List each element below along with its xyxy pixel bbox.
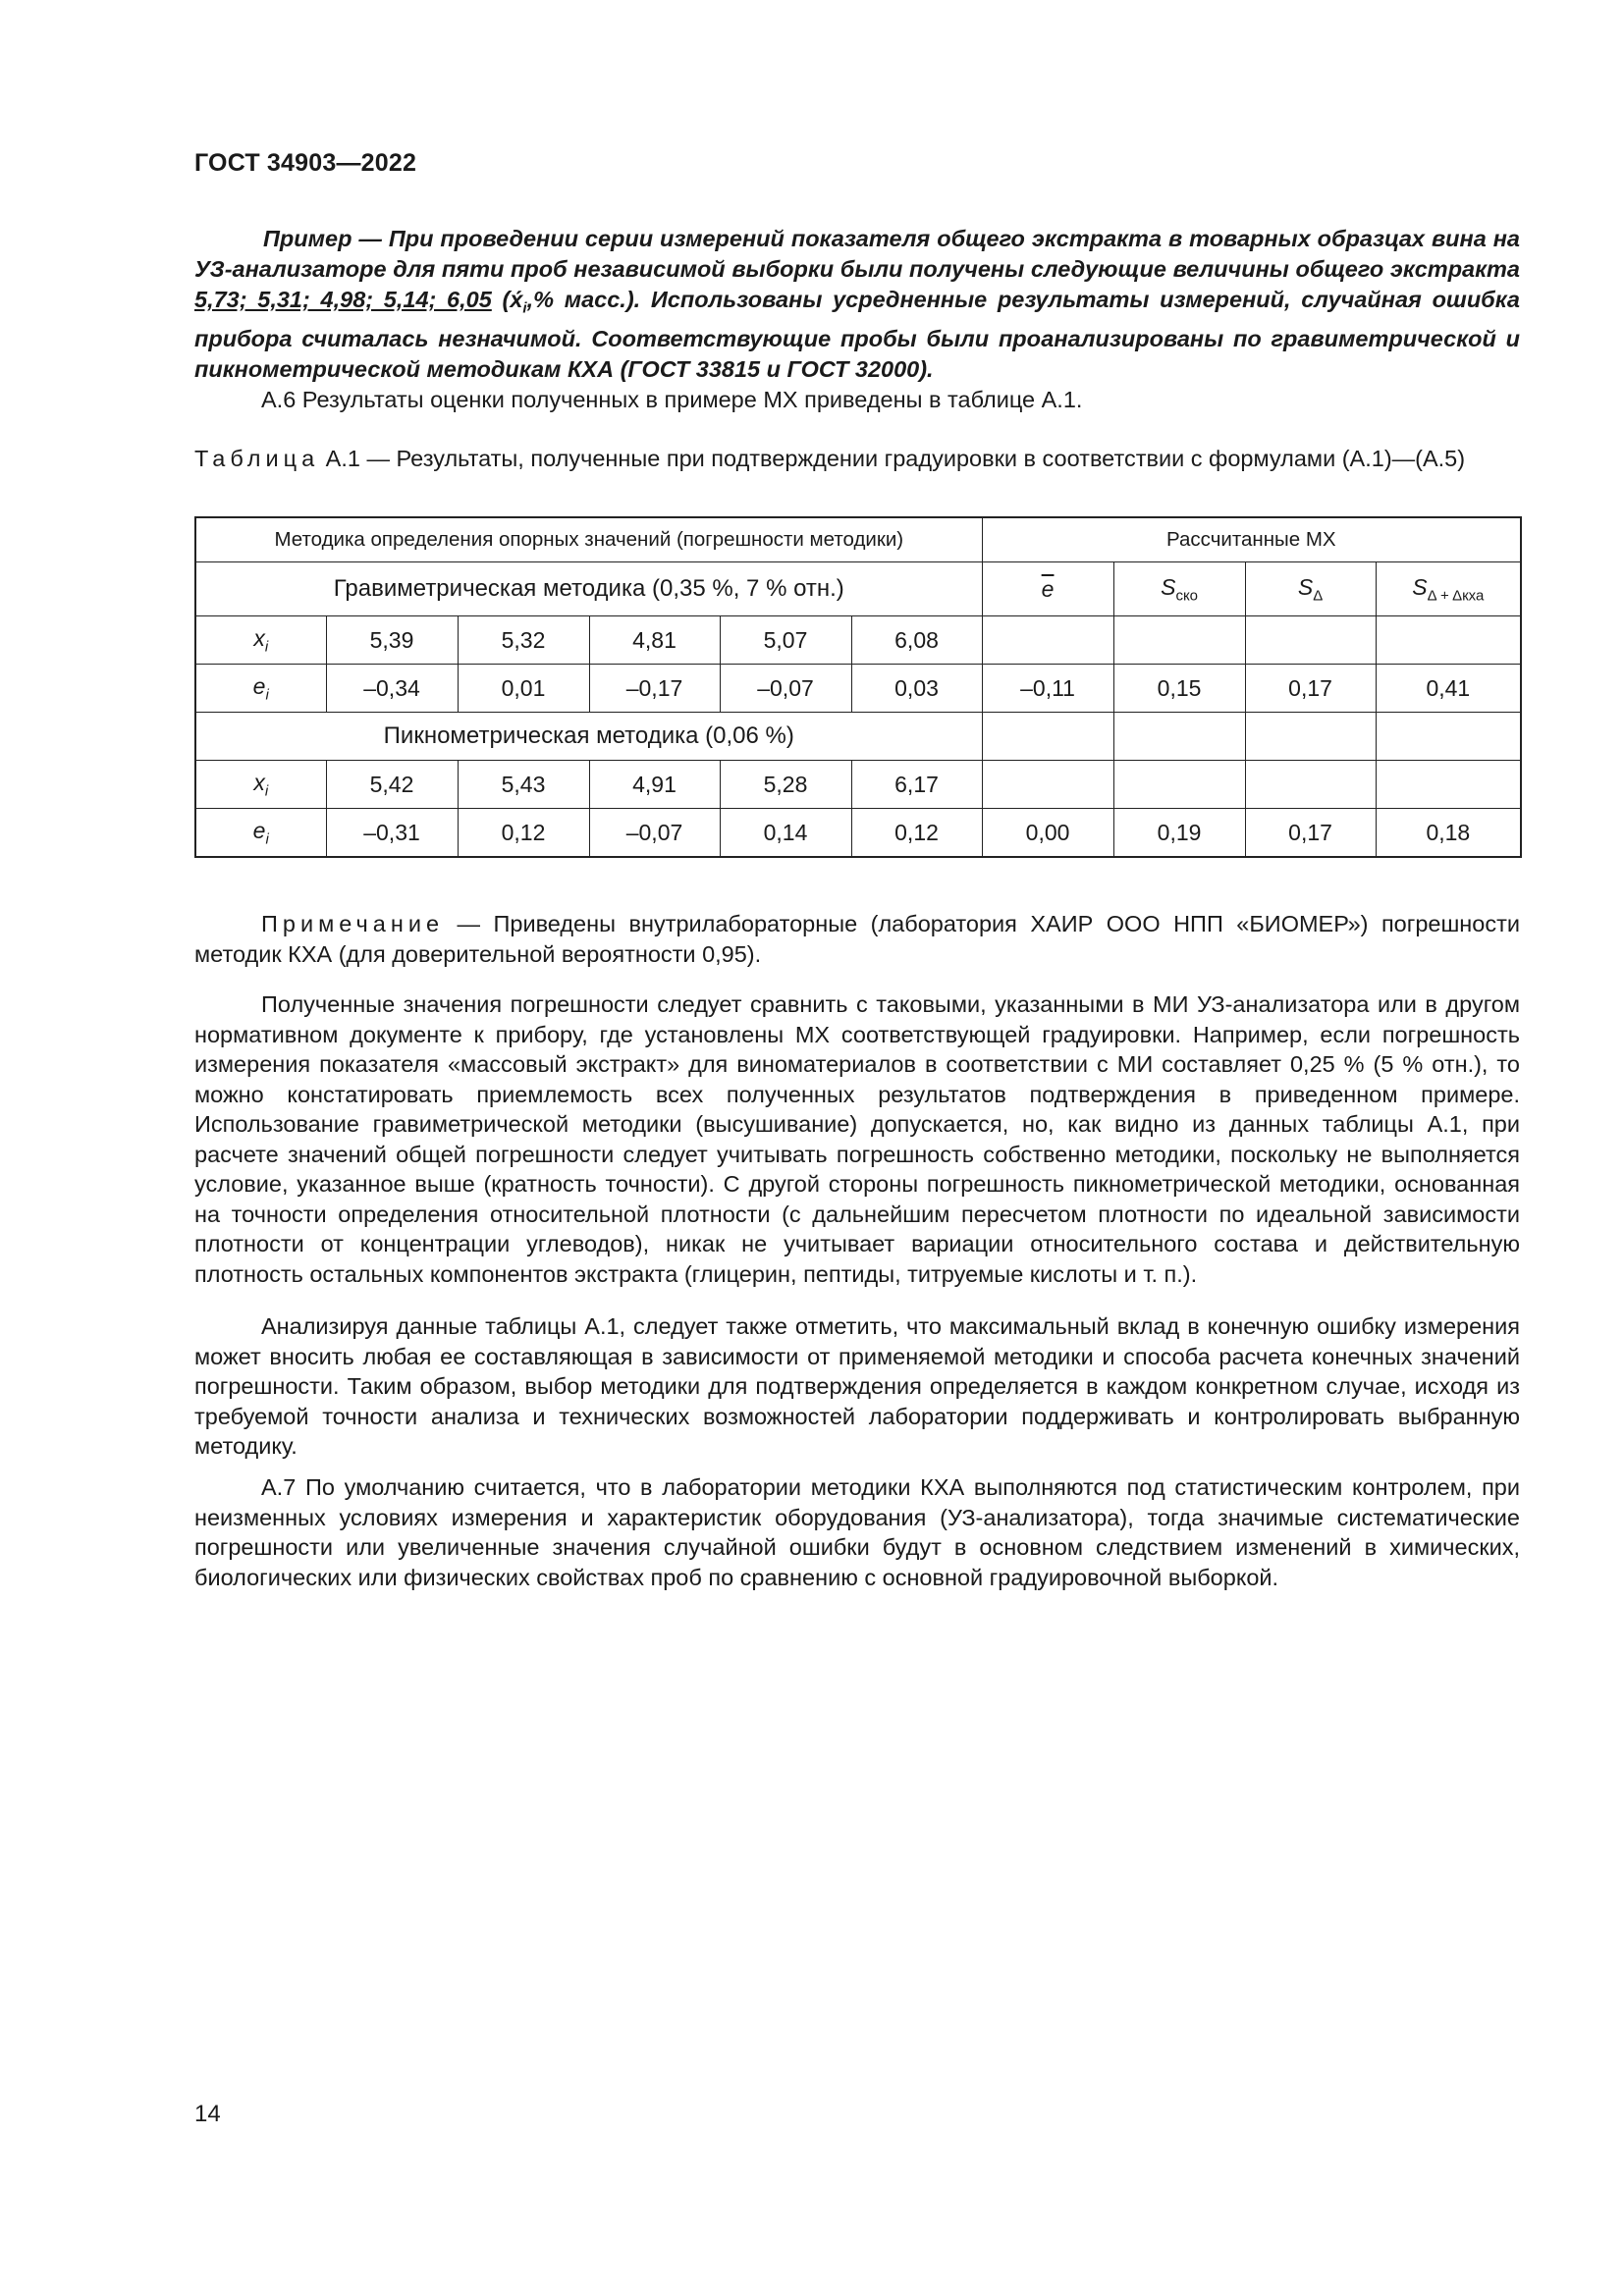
table-cell: 0,03 (851, 665, 982, 713)
table-cell: 5,07 (720, 616, 851, 665)
table-note-text: — Приведены внутрилабораторные (лаборатория ХАИР ООО НПП «БИОМЕР») погрешности методик КХА (для доверительной вероятности 0,95). (194, 911, 1520, 967)
table-cell: –0,17 (589, 665, 720, 713)
pycno-x-row (195, 761, 1521, 809)
row-symbol-x: $x_i$ (195, 616, 326, 665)
table-cell: 0,12 (458, 809, 589, 858)
grav-method-title: Гравиметрическая методика (0,35 %, 7 % отн.) (195, 562, 982, 616)
header-calculated: Рассчитанные МХ (982, 517, 1521, 562)
table-cell: –0,07 (720, 665, 851, 713)
table-cell-empty (1376, 713, 1521, 761)
table-cell: 5,32 (458, 616, 589, 665)
example-sub-i: i (522, 299, 527, 317)
table-cell-empty (1113, 713, 1245, 761)
table-cell-empty (982, 616, 1113, 665)
table-cell-empty (982, 713, 1113, 761)
table-cell: 5,43 (458, 761, 589, 809)
table-cell: –0,34 (326, 665, 458, 713)
stat-sdelta-header: $S_\Delta$ (1245, 562, 1376, 616)
table-note (194, 909, 1520, 969)
table-cell-empty (1245, 713, 1376, 761)
header-methods: Методика определения опорных значений (погрешности методики) (195, 517, 982, 562)
example-text-3: ,% масс.). Использованы усредненные результаты измерений, случайная ошибка прибора считалась незначимой. Соответствующие пробы были проанализированы по гравиметрической и пикнометрической методикам КХА (ГОСТ 33815 и ГОСТ 32000). (194, 287, 1520, 382)
table-cell-empty (1376, 616, 1521, 665)
pycno-e-row (195, 809, 1521, 858)
row-symbol-x: $x_i$ (195, 761, 326, 809)
example-values: 5,73; 5,31; 4,98; 5,14; 6,05 (194, 287, 492, 312)
paragraph-a7: А.7 По умолчанию считается, что в лаборатории методики КХА выполняются под статистическим контролем, при неизменных условиях измерения и характеристик оборудования (УЗ-анализатора), тогда значимые систематические погрешности или увеличенные значения случайной ошибки будут в основном следствием изменений в химических, биологических или физических свойствах проб по сравнению с основной градуировочной выборкой. (194, 1474, 1520, 1590)
table-cell-empty (1245, 616, 1376, 665)
page-number: 14 (194, 2101, 221, 2127)
table-cell: –0,07 (589, 809, 720, 858)
table-header-row (195, 517, 1521, 562)
grav-x-row (195, 616, 1521, 665)
table-cell-empty (982, 761, 1113, 809)
paragraph-1: Полученные значения погрешности следует сравнить с таковыми, указанными в МИ УЗ-анализатора или в другом нормативном документе к прибору, где установлены МХ соответствующей градуировки. Например, если погрешность измерения показателя «массовый экстракт» для виноматериалов в соответствии с МИ составляет 0,25 % (5 % отн.), то можно констатировать приемлемость всех полученных результатов подтверждения в приведенном примере. Использование гравиметрической методики (высушивание) допускается, но, как видно из данных таблицы А.1, при расчете значений общей погрешности следует учитывать погрешность собственно методики, поскольку не выполняется условие, указанное выше (кратность точности). С другой стороны погрешность пикнометрической методики, основанная на точности определения относительной плотности (с дальнейшим пересчетом плотности по идеальной зависимости плотности от концентрации углеводов), никак не учитывает вариации относительного состава и действительную плотность остальных компонентов экстракта (глицерин, пептиды, титруемые кислоты и т. п.). (194, 991, 1520, 1287)
pycno-method-title: Пикнометрическая методика (0,06 %) (195, 713, 982, 761)
table-cell: 0,19 (1113, 809, 1245, 858)
table-cell: 0,01 (458, 665, 589, 713)
table-cell: –0,11 (982, 665, 1113, 713)
table-cell-empty (1376, 761, 1521, 809)
grav-e-row (195, 665, 1521, 713)
stat-e-header: $\overline{e}$ (982, 562, 1113, 616)
table-cell: 0,41 (1376, 665, 1521, 713)
table-cell: –0,31 (326, 809, 458, 858)
table-cell: 0,18 (1376, 809, 1521, 858)
table-cell: 5,28 (720, 761, 851, 809)
table-cell: 0,14 (720, 809, 851, 858)
table-caption-text: А.1 — Результаты, полученные при подтверждении градуировки в соответствии с формулами (А.1)—(А.5) (319, 446, 1466, 471)
grav-title-row (195, 562, 1521, 616)
example-text-1: Пример — При проведении серии измерений показателя общего экстракта в товарных образцах вина на УЗ-анализаторе для пяти проб независимой выборки были получены следующие величины общего экстракта (194, 226, 1520, 282)
example-text-2: (x́ (491, 287, 523, 312)
table-cell: 6,17 (851, 761, 982, 809)
table-note-label: Примечание (261, 911, 445, 936)
results-table (194, 516, 1522, 858)
stat-sko-header: $S_{ско}$ (1113, 562, 1245, 616)
table-cell: 5,42 (326, 761, 458, 809)
table-cell: 4,91 (589, 761, 720, 809)
table-cell: 5,39 (326, 616, 458, 665)
example-paragraph (194, 224, 1520, 385)
paragraph-a6: А.6 Результаты оценки полученных в примере МХ приведены в таблице А.1. (261, 387, 1083, 412)
table-cell: 0,15 (1113, 665, 1245, 713)
table-cell: 0,17 (1245, 809, 1376, 858)
row-symbol-e: $e_i$ (195, 809, 326, 858)
table-cell: 0,12 (851, 809, 982, 858)
table-cell: 0,00 (982, 809, 1113, 858)
table-caption-label: Таблица (194, 446, 320, 471)
table-cell: 0,17 (1245, 665, 1376, 713)
table-cell-empty (1245, 761, 1376, 809)
stat-sdk-header: $S_{\Delta + \Delta кха}$ (1376, 562, 1521, 616)
table-caption (194, 444, 1520, 474)
document-header: ГОСТ 34903—2022 (194, 149, 417, 177)
table-cell: 4,81 (589, 616, 720, 665)
row-symbol-e: $e_i$ (195, 665, 326, 713)
table-cell-empty (1113, 616, 1245, 665)
pycno-title-row (195, 713, 1521, 761)
table-cell: 6,08 (851, 616, 982, 665)
paragraph-2: Анализируя данные таблицы А.1, следует также отметить, что максимальный вклад в конечную ошибку измерения может вносить любая ее составляющая в зависимости от применяемой методики и способа расчета конечных значений погрешности. Таким образом, выбор методики для подтверждения определяется в каждом конкретном случае, исходя из требуемой точности анализа и технических возможностей лаборатории поддерживать и контролировать выбранную методику. (194, 1313, 1520, 1459)
table-cell-empty (1113, 761, 1245, 809)
